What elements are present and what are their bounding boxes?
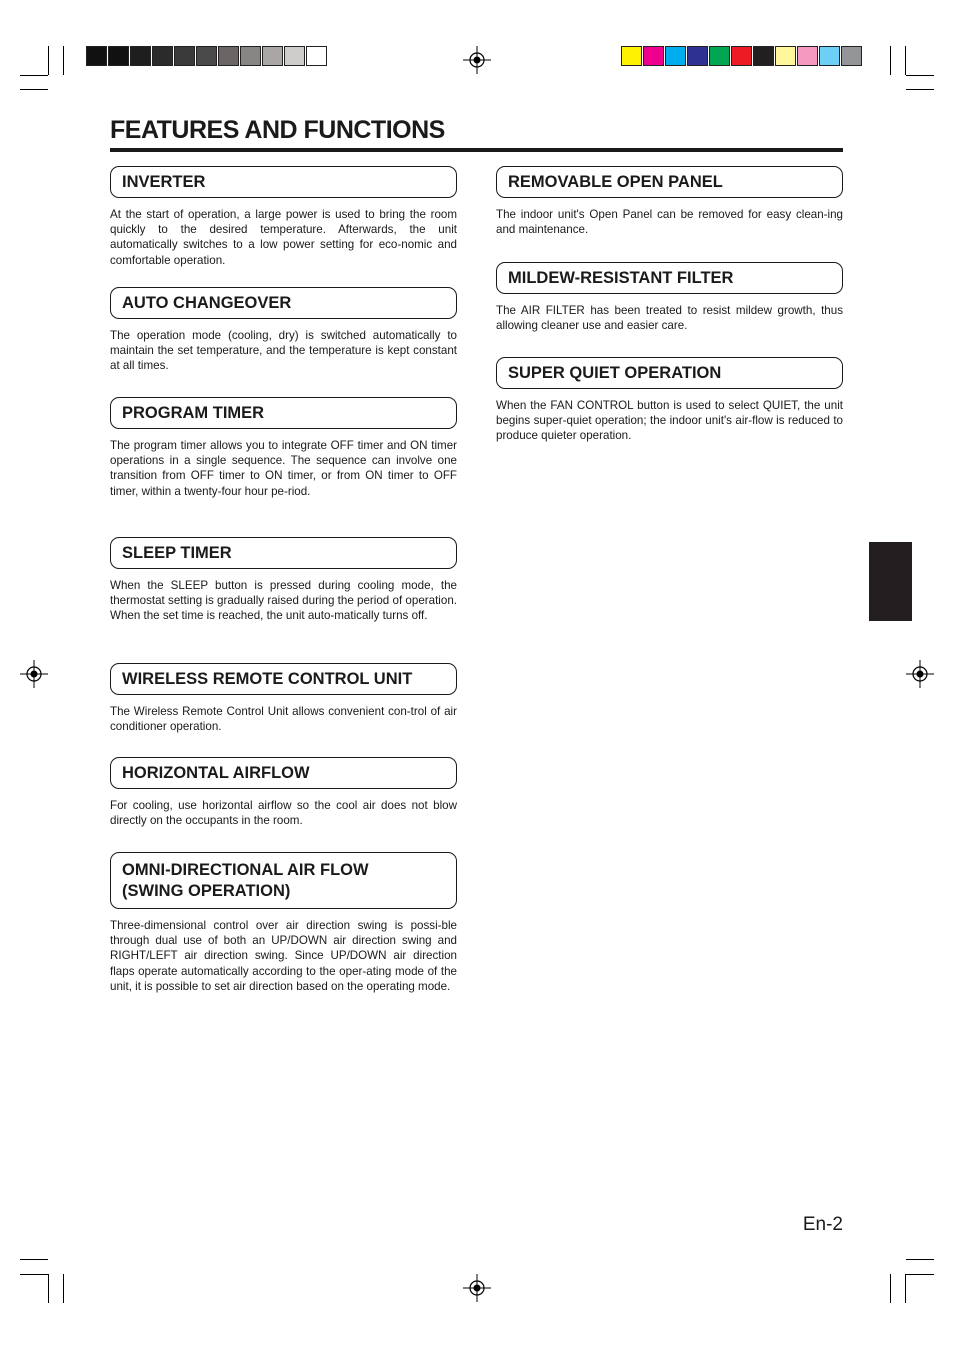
feature-heading: MILDEW-RESISTANT FILTER — [496, 262, 843, 294]
feature-wireless-remote — [110, 663, 457, 757]
grey-swatch — [284, 46, 305, 66]
crop-mark — [905, 46, 906, 75]
color-swatch — [731, 46, 752, 66]
left-column — [110, 166, 457, 994]
crop-mark — [20, 1274, 48, 1275]
color-swatch — [819, 46, 840, 66]
crop-mark — [906, 1259, 934, 1260]
color-swatch — [687, 46, 708, 66]
feature-description: For cooling, use horizontal airflow so the cool air does not blow directly on the occupants in the room. — [110, 799, 457, 828]
color-swatch — [709, 46, 730, 66]
crop-mark — [890, 46, 891, 75]
feature-heading: WIRELESS REMOTE CONTROL UNIT — [110, 663, 457, 695]
feature-description: When the SLEEP button is pressed during cooling mode, the thermostat setting is gradually raised during the period of operation. When the set time is reached, the unit auto-matically turns off. — [110, 579, 457, 623]
feature-heading-line1: OMNI-DIRECTIONAL AIR FLOW — [122, 861, 369, 879]
registration-mark-icon — [463, 1274, 491, 1302]
grey-swatch — [152, 46, 173, 66]
grey-swatch — [130, 46, 151, 66]
color-calibration-bar — [621, 46, 863, 66]
feature-description: The indoor unit's Open Panel can be removed for easy clean-ing and maintenance. — [496, 208, 843, 237]
crop-mark — [20, 75, 48, 76]
feature-description: Three-dimensional control over air direction swing is possi-ble through dual use of both an UP/DOWN air direction swing and RIGHT/LEFT air direction swing. Since UP/DOWN air direction flaps operate automatically according to the oper-ating mode of the unit, it is possible to set air direction based on the operating mode. — [110, 919, 457, 993]
crop-mark — [63, 46, 64, 75]
right-column — [496, 166, 843, 444]
crop-mark — [905, 1274, 906, 1303]
feature-heading: INVERTER — [110, 166, 457, 198]
feature-removable-panel — [496, 166, 843, 262]
grey-swatch — [240, 46, 261, 66]
color-swatch — [753, 46, 774, 66]
grey-calibration-bar — [86, 46, 328, 66]
feature-heading: AUTO CHANGEOVER — [110, 287, 457, 319]
registration-mark-icon — [463, 46, 491, 74]
crop-mark — [20, 1259, 48, 1260]
registration-mark-icon — [20, 660, 48, 688]
crop-mark — [48, 46, 49, 75]
grey-swatch — [86, 46, 107, 66]
crop-mark — [20, 89, 48, 90]
feature-heading: HORIZONTAL AIRFLOW — [110, 757, 457, 789]
feature-heading: REMOVABLE OPEN PANEL — [496, 166, 843, 198]
feature-heading: SUPER QUIET OPERATION — [496, 357, 843, 389]
grey-swatch — [108, 46, 129, 66]
feature-mildew-filter — [496, 262, 843, 357]
feature-description: At the start of operation, a large power is used to bring the room quickly to the desired temperature. Afterwards, the unit automatically switches to a low power setting for eco-nomic and comfortable operation. — [110, 208, 457, 267]
page-title: FEATURES AND FUNCTIONS — [110, 116, 445, 144]
feature-heading — [110, 852, 457, 909]
grey-swatch — [306, 46, 327, 66]
color-swatch — [643, 46, 664, 66]
grey-swatch — [262, 46, 283, 66]
feature-sleep-timer — [110, 537, 457, 663]
feature-omni-directional — [110, 852, 457, 994]
feature-description: The operation mode (cooling, dry) is switched automatically to maintain the set temperature, and the temperature is kept constant at all times. — [110, 329, 457, 373]
grey-swatch — [196, 46, 217, 66]
feature-description: The program timer allows you to integrate OFF timer and ON timer operations in a single sequence. The sequence can involve one transition from OFF timer to ON timer, or from ON timer to OFF timer, within a twenty-four hour pe-riod. — [110, 439, 457, 498]
grey-swatch — [174, 46, 195, 66]
crop-mark — [63, 1274, 64, 1303]
feature-auto-changeover — [110, 287, 457, 397]
color-swatch — [797, 46, 818, 66]
title-rule — [110, 148, 843, 152]
feature-heading: PROGRAM TIMER — [110, 397, 457, 429]
color-swatch — [841, 46, 862, 66]
feature-heading-line2: (SWING OPERATION) — [122, 882, 291, 900]
crop-mark — [48, 1274, 49, 1303]
feature-heading: SLEEP TIMER — [110, 537, 457, 569]
page-number: En-2 — [802, 1214, 843, 1235]
color-swatch — [665, 46, 686, 66]
registration-mark-icon — [906, 660, 934, 688]
grey-swatch — [218, 46, 239, 66]
crop-mark — [906, 1274, 934, 1275]
crop-mark — [890, 1274, 891, 1303]
feature-super-quiet — [496, 357, 843, 444]
section-thumb-tab — [869, 542, 912, 621]
crop-mark — [906, 75, 934, 76]
color-swatch — [775, 46, 796, 66]
color-swatch — [621, 46, 642, 66]
feature-horizontal-airflow — [110, 757, 457, 852]
feature-description: The Wireless Remote Control Unit allows convenient con-trol of air conditioner operation. — [110, 705, 457, 734]
feature-program-timer — [110, 397, 457, 537]
feature-description: The AIR FILTER has been treated to resist mildew growth, thus allowing cleaner use and easier care. — [496, 304, 843, 333]
feature-description: When the FAN CONTROL button is used to select QUIET, the unit begins super-quiet operation; the indoor unit's air-flow is reduced to produce quieter operation. — [496, 399, 843, 443]
crop-mark — [906, 89, 934, 90]
feature-inverter — [110, 166, 457, 287]
